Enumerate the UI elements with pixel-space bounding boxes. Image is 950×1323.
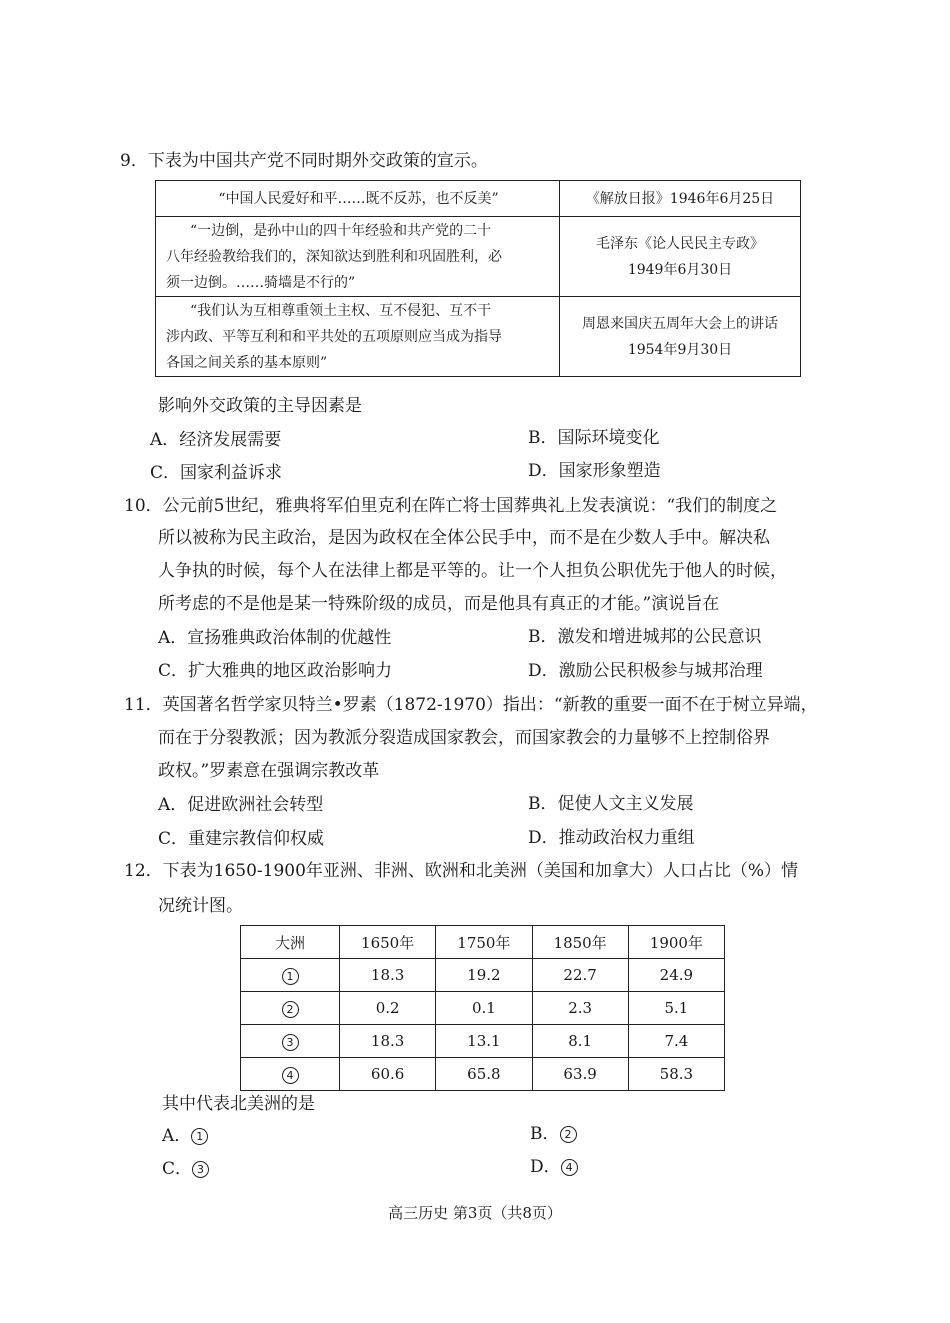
table-row: [241, 1058, 725, 1091]
quote-text: 须一边倒。……骑墙是不行的”: [166, 274, 356, 291]
quote-text: 八年经验教给我们的，深知欲达到胜利和巩固胜利，必: [166, 248, 502, 265]
q9-option-d[interactable]: D．国家形象塑造: [528, 461, 661, 481]
q11-line-1: 11．英国著名哲学家贝特兰•罗素（1872-1970）指出：“新教的重要一面不在于树立异端，: [124, 695, 818, 715]
q12-population-table: [240, 925, 725, 1091]
row-mark-cell: [241, 1025, 340, 1058]
quote-text: “中国人民爱好和平……既不反苏，也不反美”: [218, 190, 499, 207]
q10-option-c[interactable]: C．扩大雅典的地区政治影响力: [158, 661, 393, 681]
q12-question: 其中代表北美洲的是: [162, 1094, 315, 1114]
row-mark-cell: [241, 959, 340, 992]
row-mark-cell: [241, 1058, 340, 1091]
option-letter: A．: [162, 1126, 192, 1146]
header-cell: 1900年: [628, 926, 724, 959]
quote-cell: [156, 217, 560, 297]
source-text: 《解放日报》1946年6月25日: [585, 190, 775, 207]
q12-option-a[interactable]: [162, 1125, 208, 1147]
source-text: 毛泽东《论人民民主专政》: [596, 235, 764, 252]
q9-option-c[interactable]: C．国家利益诉求: [150, 463, 283, 483]
value-cell: 18.3: [340, 1025, 436, 1058]
value-cell: 22.7: [532, 959, 628, 992]
circled-number-2: 2: [282, 1001, 299, 1018]
source-cell: [560, 297, 801, 377]
q12-option-d[interactable]: [530, 1156, 578, 1178]
value-cell: 24.9: [628, 959, 724, 992]
q11-line-3: 政权。”罗素意在强调宗教改革: [158, 761, 380, 781]
value-cell: 7.4: [628, 1025, 724, 1058]
circled-number-4: 4: [561, 1159, 578, 1176]
circled-number-4: 4: [282, 1067, 299, 1084]
q11-option-b[interactable]: B．促使人文主义发展: [528, 794, 694, 814]
q9-stem: 9．下表为中国共产党不同时期外交政策的宣示。: [120, 151, 488, 171]
q12-option-c[interactable]: [162, 1158, 209, 1180]
circled-number-1: 1: [191, 1128, 208, 1145]
circled-number-3: 3: [192, 1161, 209, 1178]
q10-option-a[interactable]: A．宣扬雅典政治体制的优越性: [158, 628, 392, 648]
table-row: [156, 297, 801, 377]
q10-line-4: 所考虑的不是他是某一特殊阶级的成员，而是他具有真正的才能。”演说旨在: [158, 594, 720, 614]
quote-text: 各国之间关系的基本原则”: [166, 354, 328, 371]
source-text: 1949年6月30日: [627, 261, 733, 278]
table-row: [156, 181, 801, 217]
q11-option-d[interactable]: D．推动政治权力重组: [528, 828, 695, 848]
value-cell: 0.2: [340, 992, 436, 1025]
q12-line-2: 况统计图。: [158, 896, 243, 916]
row-mark-cell: [241, 992, 340, 1025]
table-header-row: [241, 926, 725, 959]
q9-policy-table: [155, 180, 801, 377]
circled-number-2: 2: [560, 1126, 577, 1143]
source-text: 周恩来国庆五周年大会上的讲话: [582, 315, 778, 332]
header-cell: 1850年: [532, 926, 628, 959]
table-row: [241, 959, 725, 992]
q11-line-2: 而在于分裂教派；因为教派分裂造成国家教会，而国家教会的力量够不上控制俗界: [158, 728, 770, 748]
value-cell: 2.3: [532, 992, 628, 1025]
q10-option-b[interactable]: B．激发和增进城邦的公民意识: [528, 627, 762, 647]
value-cell: 58.3: [628, 1058, 724, 1091]
header-cell: 大洲: [241, 926, 340, 959]
header-cell: 1650年: [340, 926, 436, 959]
option-letter: D．: [530, 1157, 561, 1177]
value-cell: 8.1: [532, 1025, 628, 1058]
q12-line-1: 12．下表为1650-1900年亚洲、非洲、欧洲和北美洲（美国和加拿大）人口占比（%）情: [124, 861, 799, 881]
value-cell: 5.1: [628, 992, 724, 1025]
value-cell: 60.6: [340, 1058, 436, 1091]
circled-number-3: 3: [282, 1034, 299, 1051]
option-letter: B．: [530, 1124, 560, 1144]
circled-number-1: 1: [282, 968, 299, 985]
q9-question: 影响外交政策的主导因素是: [158, 396, 362, 416]
q10-line-3: 人争执的时候，每个人在法律上都是平等的。让一个人担负公职优先于他人的时候，: [158, 561, 787, 581]
quote-text: 涉内政、平等互利和和平共处的五项原则应当成为指导: [166, 328, 502, 345]
q11-option-c[interactable]: C．重建宗教信仰权威: [158, 829, 325, 849]
quote-text: “我们认为互相尊重领土主权、互不侵犯、互不干: [190, 302, 492, 319]
table-row: [241, 992, 725, 1025]
value-cell: 65.8: [436, 1058, 532, 1091]
q12-option-b[interactable]: [530, 1123, 577, 1145]
quote-cell: [156, 297, 560, 377]
q9-option-a[interactable]: A．经济发展需要: [150, 430, 282, 450]
source-text: 1954年9月30日: [627, 341, 733, 358]
value-cell: 0.1: [436, 992, 532, 1025]
source-cell: [560, 217, 801, 297]
q11-option-a[interactable]: A．促进欧洲社会转型: [158, 795, 324, 815]
q10-line-1: 10．公元前5世纪，雅典将军伯里克利在阵亡将士国葬典礼上发表演说：“我们的制度之: [124, 496, 778, 516]
q10-option-d[interactable]: D．激励公民积极参与城邦治理: [528, 661, 763, 681]
table-row: [241, 1025, 725, 1058]
value-cell: 13.1: [436, 1025, 532, 1058]
value-cell: 19.2: [436, 959, 532, 992]
header-cell: 1750年: [436, 926, 532, 959]
page-footer: 高三历史 第3页（共8页）: [388, 1204, 562, 1222]
option-letter: C．: [162, 1159, 193, 1179]
table-row: [156, 217, 801, 297]
quote-cell: [156, 181, 560, 217]
quote-text: “一边倒，是孙中山的四十年经验和共产党的二十: [190, 222, 492, 239]
q10-line-2: 所以被称为民主政治，是因为政权在全体公民手中，而不是在少数人手中。解决私: [158, 528, 770, 548]
q9-option-b[interactable]: B．国际环境变化: [528, 428, 660, 448]
value-cell: 63.9: [532, 1058, 628, 1091]
value-cell: 18.3: [340, 959, 436, 992]
source-cell: [560, 181, 801, 217]
